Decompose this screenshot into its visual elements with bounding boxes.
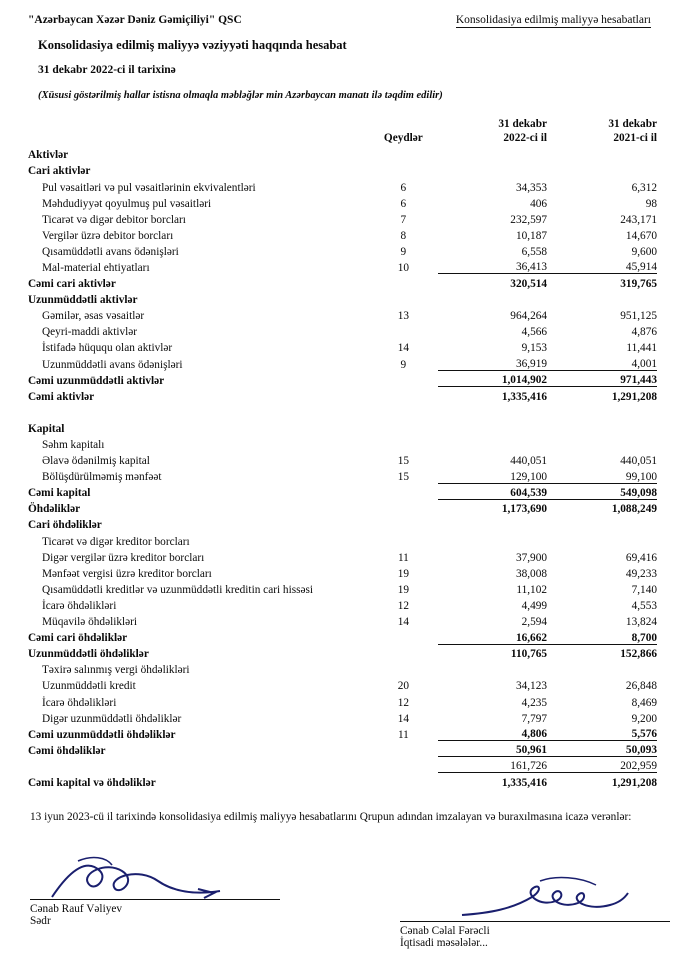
row-note [369, 773, 438, 789]
row-value-year2: 11,441 [626, 342, 657, 355]
row-value-year2 [547, 403, 657, 419]
row-value-year1 [438, 145, 547, 161]
row-value-year1: 34,353 [515, 181, 548, 194]
row-value-year2: 7,140 [631, 583, 657, 596]
row-value-year2: 9,200 [631, 712, 657, 725]
row-value-year2: 26,848 [625, 680, 657, 693]
row-note [369, 757, 438, 773]
row-note [369, 531, 438, 547]
row-value-year1 [438, 660, 547, 676]
row-value-year1 [438, 435, 547, 451]
table-row [28, 660, 657, 676]
table-row [28, 403, 657, 419]
row-value-year2: 8,469 [631, 696, 657, 709]
row-label: Digər vergilər üzrə kreditor borcları [42, 551, 205, 564]
row-label: Aktivlər [28, 149, 69, 162]
row-label: Səhm kapitalı [42, 439, 105, 451]
row-value-year2 [547, 660, 657, 676]
row-value-year1: 38,008 [515, 567, 548, 580]
row-note: 19 [397, 583, 410, 596]
row-value-year2: 50,093 [547, 741, 657, 757]
row-value-year1: 161,726 [438, 757, 547, 773]
row-label: Müqavilə öhdəlikləri [42, 616, 138, 629]
row-value-year1: 232,597 [510, 213, 548, 226]
row-value-year1: 10,187 [515, 229, 548, 242]
row-label: Cəmi kapital [28, 487, 91, 500]
table-row [28, 548, 657, 564]
row-value-year2: 1,291,208 [547, 387, 657, 403]
signatory-left-role: Sədr [30, 915, 51, 928]
row-label: Digər uzunmüddətli öhdəliklər [42, 712, 182, 725]
row-label: Vergilər üzrə debitor borcları [42, 229, 174, 242]
company-name: "Azərbaycan Xəzər Dəniz Gəmiçiliyi" QSC [28, 14, 242, 26]
row-value-year2: 13,824 [625, 616, 657, 629]
table-row [28, 628, 657, 644]
row-value-year2 [547, 145, 657, 161]
column-header-year2-line1: 31 dekabr [608, 118, 657, 130]
row-label: Kapital [28, 422, 65, 435]
statement-title: Konsolidasiya edilmiş maliyyə vəziyyəti haqqında hesabat [38, 38, 347, 52]
row-note: 11 [397, 728, 409, 741]
row-label: Uzunmüddətli aktivlər [28, 294, 138, 307]
table-row [28, 467, 657, 483]
row-value-year1: 34,123 [515, 680, 548, 693]
row-value-year1: 440,051 [510, 455, 548, 468]
row-note: 12 [397, 696, 410, 709]
row-note [369, 322, 438, 338]
row-value-year1: 4,235 [521, 696, 548, 709]
row-label: Gəmilər, əsas vəsaitlər [42, 310, 145, 323]
column-header-year1-line1: 31 dekabr [498, 118, 548, 130]
row-value-year2: 9,600 [631, 245, 657, 258]
signatory-left-name: Cənab Rauf Vəliyev [30, 903, 123, 916]
row-value-year2: 951,125 [620, 310, 657, 323]
table-header-row [28, 117, 657, 145]
table-row [28, 499, 657, 515]
row-label: İcarə öhdəlikləri [42, 599, 117, 612]
row-value-year2: 202,959 [547, 757, 657, 773]
row-value-year1: 4,566 [521, 326, 548, 339]
row-value-year2: 14,670 [625, 229, 657, 242]
row-note [369, 387, 438, 403]
row-label: İcarə öhdəlikləri [42, 696, 117, 709]
table-row [28, 290, 657, 306]
row-value-year1: 50,961 [438, 741, 547, 757]
row-label: Qeyri-maddi aktivlər [42, 326, 138, 339]
row-value-year1: 320,514 [438, 274, 547, 290]
row-value-year2: 5,576 [631, 728, 657, 741]
row-note: 11 [397, 551, 409, 564]
row-value-year1: 37,900 [515, 551, 548, 564]
row-label: Cari öhdəliklər [28, 519, 102, 532]
row-note: 8 [400, 229, 407, 242]
table-row [28, 258, 657, 274]
document-kind: Konsolidasiya edilmiş maliyyə hesabatları [455, 14, 651, 26]
row-label: Öhdəliklər [28, 503, 81, 516]
table-row [28, 322, 657, 338]
row-value-year1: 36,919 [515, 358, 548, 371]
row-note: 14 [397, 712, 410, 725]
financial-position-table [28, 117, 657, 789]
table-row [28, 773, 657, 789]
row-label: Qısamüddətli avans ödənişləri [42, 245, 179, 258]
row-value-year2: 49,233 [625, 567, 657, 580]
signature-block-left [30, 851, 280, 927]
table-row [28, 451, 657, 467]
row-note: 20 [397, 680, 410, 693]
table-row [28, 580, 657, 596]
signature-mark-right [460, 875, 630, 925]
row-value-year2: 45,914 [625, 261, 657, 274]
table-row [28, 419, 657, 435]
row-note: 9 [400, 358, 407, 371]
table-row [28, 387, 657, 403]
row-label: Cəmi cari aktivlər [28, 278, 116, 291]
row-value-year2 [547, 435, 657, 451]
table-row [28, 194, 657, 210]
row-value-year2: 1,291,208 [547, 773, 657, 789]
row-label: Cəmi uzunmüddətli aktivlər [28, 374, 165, 387]
signature-mark-left [48, 853, 228, 905]
row-value-year1: 4,806 [521, 728, 548, 741]
column-header-year2 [547, 117, 657, 145]
row-value-year2 [547, 161, 657, 177]
table-row [28, 226, 657, 242]
column-header-year1 [438, 117, 547, 145]
row-value-year1 [438, 515, 547, 531]
table-row [28, 210, 657, 226]
row-note: 14 [397, 616, 410, 629]
table-row [28, 725, 657, 741]
row-note: 9 [400, 245, 407, 258]
table-row [28, 274, 657, 290]
row-note [369, 371, 438, 387]
table-row [28, 612, 657, 628]
table-row [28, 564, 657, 580]
row-value-year1: 110,765 [438, 644, 547, 660]
row-note [369, 628, 438, 644]
row-note [369, 660, 438, 676]
row-label: Təxirə salınmış vergi öhdəlikləri [42, 664, 190, 677]
row-value-year2: 4,876 [631, 326, 657, 339]
table-row [28, 596, 657, 612]
column-header-year2-line2: 2021-ci il [613, 132, 657, 145]
row-value-year2: 971,443 [547, 371, 657, 387]
row-label: Qısamüddətli kreditlər və uzunmüddətli kreditin cari hissəsi [42, 583, 314, 596]
row-note [369, 274, 438, 290]
row-label: Məhdudiyyət qoyulmuş pul vəsaitləri [42, 197, 212, 210]
row-value-year1 [438, 419, 547, 435]
row-value-year1 [438, 403, 547, 419]
signatory-right-role: İqtisadi məsələlər... [400, 937, 488, 950]
row-value-year1: 4,499 [521, 599, 548, 612]
row-label: Mənfəət vergisi üzrə kreditor borcları [42, 567, 212, 580]
table-row [28, 515, 657, 531]
row-value-year1: 2,594 [521, 616, 548, 629]
table-row [28, 354, 657, 370]
row-note: 15 [397, 471, 410, 484]
document-header [28, 10, 657, 28]
row-note [369, 435, 438, 451]
row-note: 10 [397, 261, 410, 274]
row-value-year2: 152,866 [547, 644, 657, 660]
row-label: Ticarət və digər kreditor borcları [42, 535, 190, 548]
row-note: 7 [400, 213, 407, 226]
row-note [369, 419, 438, 435]
row-label: Cəmi uzunmüddətli öhdəliklər [28, 728, 176, 741]
row-note: 12 [397, 599, 410, 612]
row-value-year2 [547, 419, 657, 435]
row-label: Uzunmüddətli kredit [42, 680, 136, 693]
row-value-year1: 1,014,902 [438, 371, 547, 387]
signature-line-right [400, 873, 670, 922]
row-note [369, 741, 438, 757]
row-value-year2: 1,088,249 [547, 499, 657, 515]
row-value-year2: 8,700 [631, 631, 657, 644]
row-label: Mal-material ehtiyatları [42, 261, 150, 274]
row-value-year1: 6,558 [521, 245, 548, 258]
table-row [28, 145, 657, 161]
row-label: Əlavə ödənilmiş kapital [42, 455, 150, 468]
row-value-year1: 36,413 [515, 261, 548, 274]
row-label [28, 757, 369, 773]
column-header-year1-line2: 2022-ci il [503, 132, 548, 145]
row-value-year2 [547, 515, 657, 531]
row-value-year1: 11,102 [516, 583, 548, 596]
row-value-year2 [547, 531, 657, 547]
row-note [369, 403, 438, 419]
row-label: Cəmi cari öhdəliklər [28, 632, 128, 645]
table-row [28, 242, 657, 258]
row-value-year2: 4,001 [631, 358, 657, 371]
statement-date: 31 dekabr 2022-ci il tarixinə [38, 64, 176, 76]
table-row [28, 676, 657, 692]
table-row [28, 741, 657, 757]
row-value-year2: 243,171 [620, 213, 657, 226]
table-row [28, 177, 657, 193]
row-value-year1 [438, 290, 547, 306]
row-note [369, 515, 438, 531]
row-note [369, 499, 438, 515]
units-note: (Xüsusi göstərilmiş hallar istisna olmaqla məbləğlər min Azərbaycan manatı ilə təqdim edilir) [38, 90, 443, 101]
row-value-year2: 549,098 [547, 483, 657, 499]
row-value-year1: 16,662 [515, 631, 548, 644]
row-value-year2: 319,765 [547, 274, 657, 290]
table-row [28, 371, 657, 387]
row-value-year1: 604,539 [438, 483, 547, 499]
row-note [369, 644, 438, 660]
row-value-year2 [547, 290, 657, 306]
row-label: Uzunmüddətli avans ödənişləri [42, 358, 183, 371]
approval-text: 13 iyun 2023-cü il tarixində konsolidasiya edilmiş maliyyə hesabatlarını Qrupun adından imzalayan və buraxılmasına icazə verənlər: [30, 810, 632, 823]
table-row [28, 757, 657, 773]
signature-block-right [400, 873, 670, 949]
table-row [28, 161, 657, 177]
row-note [369, 290, 438, 306]
row-value-year1: 1,335,416 [438, 773, 547, 789]
row-value-year2: 440,051 [620, 455, 657, 468]
table-row [28, 338, 657, 354]
row-note: 14 [397, 342, 410, 355]
row-label: İstifadə hüququ olan aktivlər [42, 342, 173, 355]
row-label: Ticarət və digər debitor borcları [42, 213, 186, 226]
row-value-year2: 4,553 [631, 599, 657, 612]
row-value-year1: 9,153 [521, 342, 548, 355]
table-row [28, 483, 657, 499]
row-value-year2: 69,416 [625, 551, 657, 564]
row-label: Pul vəsaitləri və pul vəsaitlərinin ekvivalentləri [42, 181, 256, 194]
row-label: Uzunmüddətli öhdəliklər [28, 648, 149, 661]
row-value-year1: 406 [530, 197, 548, 210]
row-note [369, 145, 438, 161]
row-value-year1: 7,797 [521, 712, 548, 725]
row-note [369, 483, 438, 499]
row-value-year2: 98 [645, 197, 657, 210]
signature-line-left [30, 851, 280, 900]
row-label: Cəmi kapital və öhdəliklər [28, 776, 156, 789]
row-value-year1: 964,264 [510, 310, 548, 323]
table-row [28, 435, 657, 451]
signatory-right-name: Cənab Cəlal Fərəcli [400, 925, 490, 938]
row-note: 15 [397, 455, 410, 468]
row-label: Cəmi aktivlər [28, 390, 95, 403]
row-value-year1 [438, 161, 547, 177]
row-label [28, 403, 369, 419]
row-note: 6 [400, 197, 407, 210]
table-row [28, 644, 657, 660]
row-value-year1: 129,100 [510, 470, 548, 483]
row-value-year1 [438, 531, 547, 547]
table-row [28, 306, 657, 322]
column-header-notes: Qeydlər [383, 132, 423, 145]
row-note: 13 [397, 310, 410, 323]
row-label: Cari aktivlər [28, 165, 91, 178]
row-label: Bölüşdürülməmiş mənfəət [42, 471, 162, 484]
table-body [28, 145, 657, 789]
signature-area [28, 851, 657, 971]
row-note [369, 161, 438, 177]
row-value-year2: 6,312 [631, 181, 657, 194]
row-label: Cəmi öhdəliklər [28, 744, 106, 757]
table-row [28, 709, 657, 725]
table-row [28, 692, 657, 708]
row-value-year1: 1,173,690 [438, 499, 547, 515]
row-note: 6 [400, 181, 407, 194]
row-value-year1: 1,335,416 [438, 387, 547, 403]
row-note: 19 [397, 567, 410, 580]
table-row [28, 531, 657, 547]
row-value-year2: 99,100 [625, 470, 657, 483]
